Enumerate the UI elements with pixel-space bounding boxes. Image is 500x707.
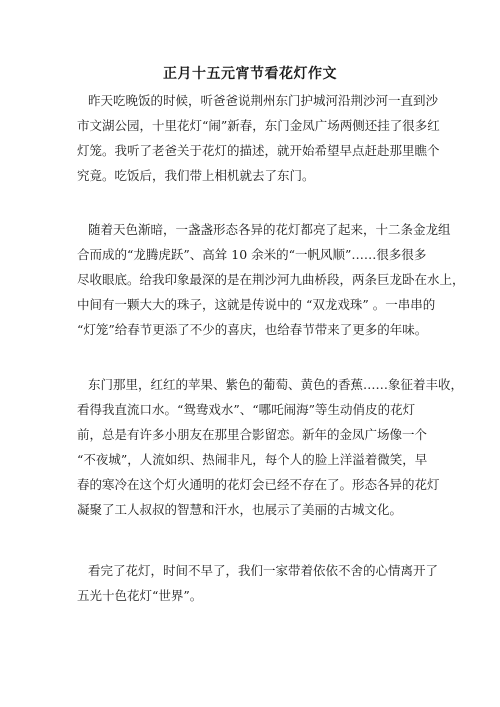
paragraph-2 bbox=[77, 217, 465, 342]
paragraph-1 bbox=[77, 88, 449, 188]
paragraph-line: 前，总是有许多小朋友在那里合影留恋。新年的金凤广场像一个 bbox=[77, 427, 428, 442]
paragraph-line: “灯笼”给春节更添了不少的喜庆，也给春节带来了更多的年味。 bbox=[77, 322, 428, 337]
paragraph-line: 究竟。吃饭后，我们带上相机就去了东门。 bbox=[77, 168, 315, 183]
paragraph-line: 昨天吃晚饭的时候，听爸爸说荆州东门护城河沿荆沙河一直到沙 bbox=[88, 93, 439, 108]
paragraph-line: 合而成的“龙腾虎跃”、高耸 10 余米的“一帆风顺”……很多很多 bbox=[77, 247, 427, 262]
paragraph-line: 凝聚了工人叔叔的智慧和汗水，也展示了美丽的古城文化。 bbox=[77, 502, 403, 517]
paragraph-line: 看完了花灯，时间不早了，我们一家带着依依不舍的心情离开了 bbox=[88, 563, 439, 578]
document-title: 正月十五元宵节看花灯作文 bbox=[163, 66, 337, 82]
paragraph-line: 灯笼。我听了老爸关于花灯的描述，就开始希望早点赶赴那里瞧个 bbox=[77, 143, 440, 158]
paragraph-line: 春的寒冷在这个灯火通明的花灯会已经不存在了。形态各异的花灯 bbox=[77, 477, 440, 492]
paragraph-line: 看得我直流口水。“鸳鸯戏水”、“哪吒闹海”等生动俏皮的花灯 bbox=[77, 402, 416, 417]
paragraph-line: 尽收眼底。给我印象最深的是在荆沙河九曲桥段，两条巨龙卧在水上， bbox=[77, 272, 465, 287]
paragraph-line: 随着天色渐暗，一盏盏形态各异的花灯都亮了起来，十二条金龙组 bbox=[88, 222, 451, 237]
paragraph-line: 中间有一颗大大的珠子，这就是传说中的 “双龙戏珠” 。一串串的 bbox=[77, 297, 436, 312]
paragraph-4 bbox=[77, 558, 449, 608]
paragraph-3 bbox=[77, 372, 464, 522]
paragraph-line: 东门那里，红红的苹果、紫色的葡萄、黄色的香蕉……象征着丰收， bbox=[88, 377, 464, 392]
paragraph-line: 市文湖公园，十里花灯“闹”新春，东门金凤广场两侧还挂了很多红 bbox=[77, 118, 440, 133]
paragraph-line: “不夜城”，人流如织、热闹非凡，每个人的脸上洋溢着微笑，早 bbox=[77, 452, 428, 467]
paragraph-line: 五光十色花灯“世界”。 bbox=[77, 588, 203, 603]
